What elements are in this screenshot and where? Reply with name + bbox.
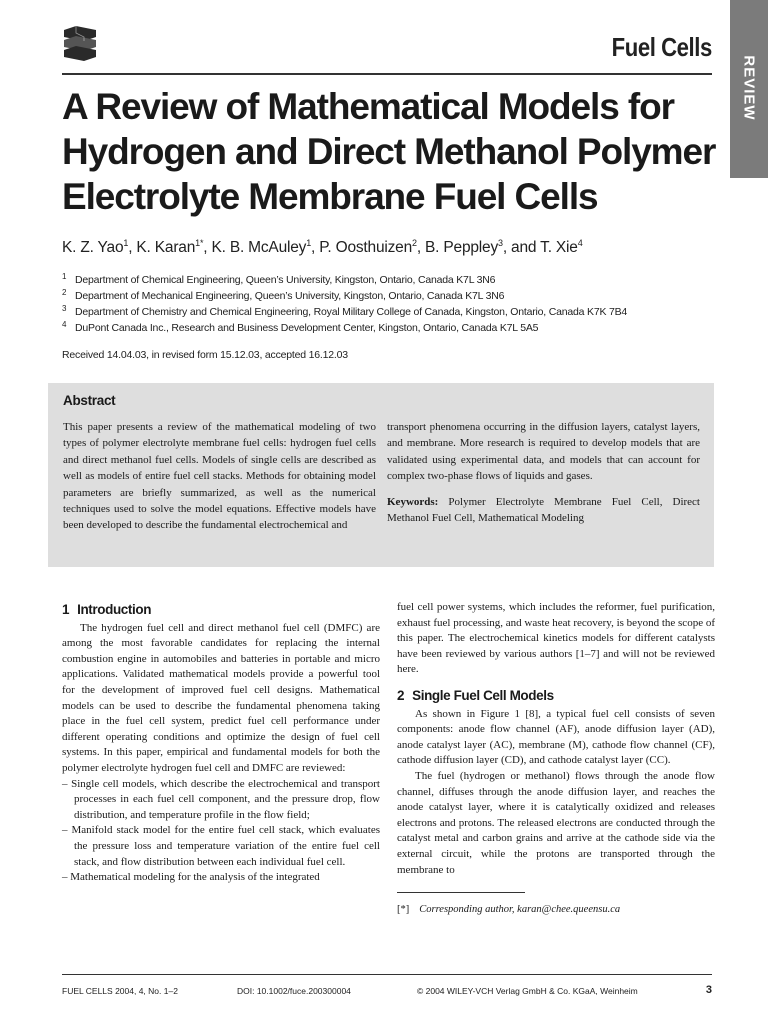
affiliation-number: 2 [62, 288, 67, 297]
section-number: 1 [62, 602, 70, 617]
section2-paragraph-1: As shown in Figure 1 [8], a typical fuel cell consists of seven components: anode flow channel (AF), anode diffusion layer (AD), anode catalyst layer (AC), membrane (M), cathode flow channel (CF), cathode diffusion layer (CD), and cathode catalyst layer (CC). [397, 707, 715, 767]
affiliation-text: Department of Chemical Engineering, Queen’s University, Kingston, Ontario, Canada K7L 3N6 [75, 274, 496, 286]
abstract-left-column [63, 419, 376, 534]
section-number: 2 [397, 687, 405, 703]
author-separator: , [128, 239, 137, 257]
abstract-box [48, 383, 714, 567]
affiliation [62, 320, 627, 336]
section-heading-single-fuel-cell-models [397, 688, 715, 704]
body-right-column [397, 600, 715, 918]
footnote-rule [397, 892, 525, 893]
footer-doi: DOI: 10.1002/fuce.200300004 [237, 986, 351, 996]
author-affiliation-mark: 2 [412, 238, 417, 248]
author-affiliation-mark: 4 [577, 238, 583, 248]
author-name: P. Oosthuizen [319, 239, 413, 257]
affiliation-text: Department of Chemistry and Chemical Engineering, Royal Military College of Canada, Kingston, Ontario, Canada K7K 7B4 [75, 306, 628, 318]
intro-bullet-item: – Mathematical modeling for the analysis of the integrated [62, 871, 320, 884]
abstract-text-right: transport phenomena occurring in the diffusion layers, catalyst layers, and membrane. More research is required to develop models that are validated using experimental data, and models that can account for complex two-phase flows of liquids and gases. [387, 421, 700, 483]
header-rule [62, 73, 712, 75]
footnote-mark: [*] [397, 904, 410, 916]
author-list [62, 238, 583, 257]
journal-logo-icon [62, 24, 98, 64]
affiliation-list [62, 272, 627, 336]
intro-bullet-list [62, 777, 380, 886]
footer-copyright: © 2004 WILEY-VCH Verlag GmbH & Co. KGaA, Weinheim [417, 986, 638, 996]
received-dates: Received 14.04.03, in revised form 15.12.03, accepted 16.12.03 [62, 349, 348, 361]
corresponding-author-footnote [397, 902, 715, 918]
page-number: 3 [705, 984, 712, 996]
affiliation-number: 4 [62, 320, 67, 329]
paper-title: A Review of Mathematical Models for Hydrogen and Direct Methanol Polymer Electrolyte Membrane Fuel Cells [62, 86, 716, 217]
footnote-text: Corresponding author, karan@chee.queensu.ca [419, 904, 621, 916]
section-heading-introduction [62, 602, 380, 618]
abstract-right-column [387, 419, 700, 526]
abstract-heading: Abstract [63, 393, 116, 408]
affiliation-text: DuPont Canada Inc., Research and Business Development Center, Kingston, Ontario, Canada K7L 5A5 [75, 322, 539, 334]
author-separator: , [311, 239, 320, 257]
author-separator: , [203, 239, 212, 257]
section-title: Single Fuel Cell Models [412, 687, 554, 703]
body-left-column [62, 598, 380, 886]
affiliation [62, 288, 627, 304]
section-tab-label: REVIEW [740, 55, 758, 121]
author-affiliation-mark: 1 [123, 238, 129, 248]
keywords-text: Polymer Electrolyte Membrane Fuel Cell, Direct Methanol Fuel Cell, Mathematical Modeling [387, 495, 700, 525]
intro-bullet-item: – Single cell models, which describe the electrochemical and transport processes in each fuel cell component, and the pressure drop, flow distribution, and temperature profile in the flow field; [62, 777, 380, 821]
affiliation [62, 304, 627, 320]
journal-name: Fuel Cells [611, 32, 712, 62]
affiliation [62, 272, 627, 288]
intro-bullet-item: – Manifold stack model for the entire fuel cell stack, which evaluates the pressure loss and temperature variation of the entire fuel cell stack, and flow distribution between each individual fuel cell. [62, 824, 380, 868]
author-separator: , [416, 239, 426, 257]
author-affiliation-mark: 3 [498, 238, 503, 248]
affiliation-number: 3 [62, 304, 67, 313]
affiliation-number: 1 [62, 272, 67, 281]
author-name: B. Peppley [425, 239, 499, 257]
author-separator: , and [502, 239, 541, 257]
section-title: Introduction [77, 602, 152, 617]
affiliation-text: Department of Mechanical Engineering, Queen’s University, Kingston, Ontario, Canada K7L 3N6 [75, 290, 505, 302]
intro-paragraph: The hydrogen fuel cell and direct methanol fuel cell (DMFC) are among the most favorable candidates for replacing the internal combustion engine in automobiles and batteries in portable and micro applications. Validated mathematical models provide a powerful tool for the development of improved fuel cell designs. Mathematical models can be used to describe the fundamental phenomena taking place in the fuel cell system, predict fuel cell performance under different operating conditions and optimize the design of fuel cell systems. In this paper, empirical and fundamental models for both the polymer electrolyte hydrogen fuel cell and DMFC are reviewed: [62, 621, 380, 774]
author-affiliation-mark: 1 [306, 238, 312, 248]
author-name: T. Xie [540, 239, 578, 257]
author-name: K. B. McAuley [211, 239, 307, 257]
abstract-text-left: This paper presents a review of the mathematical modeling of two types of polymer electrolyte membrane fuel cells: hydrogen fuel cells and direct methanol fuel cells. Models of single cells are described as well as models of entire fuel cell stacks. Methods for obtaining model parameters are briefly summarized, as well as the numerical techniques used to solve the model equations. Effective models have been developed to describe the fundamental electrochemical and [63, 421, 376, 532]
author-name: K. Z. Yao [62, 239, 124, 257]
continued-paragraph: fuel cell power systems, which includes the reformer, fuel purification, exhaust fuel processing, and waste heat recovery, is beyond the scope of this paper. The electrochemical kinetics models for different catalysts have been reviewed by various authors [1–7] and will not be reviewed here. [397, 601, 715, 676]
footer-journal: FUEL CELLS 2004, 4, No. 1–2 [62, 986, 178, 996]
keywords-label: Keywords: [387, 495, 439, 508]
author-affiliation-mark: 1* [195, 238, 204, 248]
section2-paragraph-2: The fuel (hydrogen or methanol) flows through the anode flow channel, diffuses through the anode diffusion layer, and reaches the anode catalyst layer, where it is catalytically oxidized and releases electrons and protons. The released electrons are conducted through the catalyst metal and carbon grains and arrive at the cathode side via the external circuit, while the protons are transported through the membrane to [397, 769, 715, 876]
keywords [387, 494, 700, 527]
footer-rule [62, 974, 712, 975]
author-name: K. Karan [136, 239, 196, 257]
